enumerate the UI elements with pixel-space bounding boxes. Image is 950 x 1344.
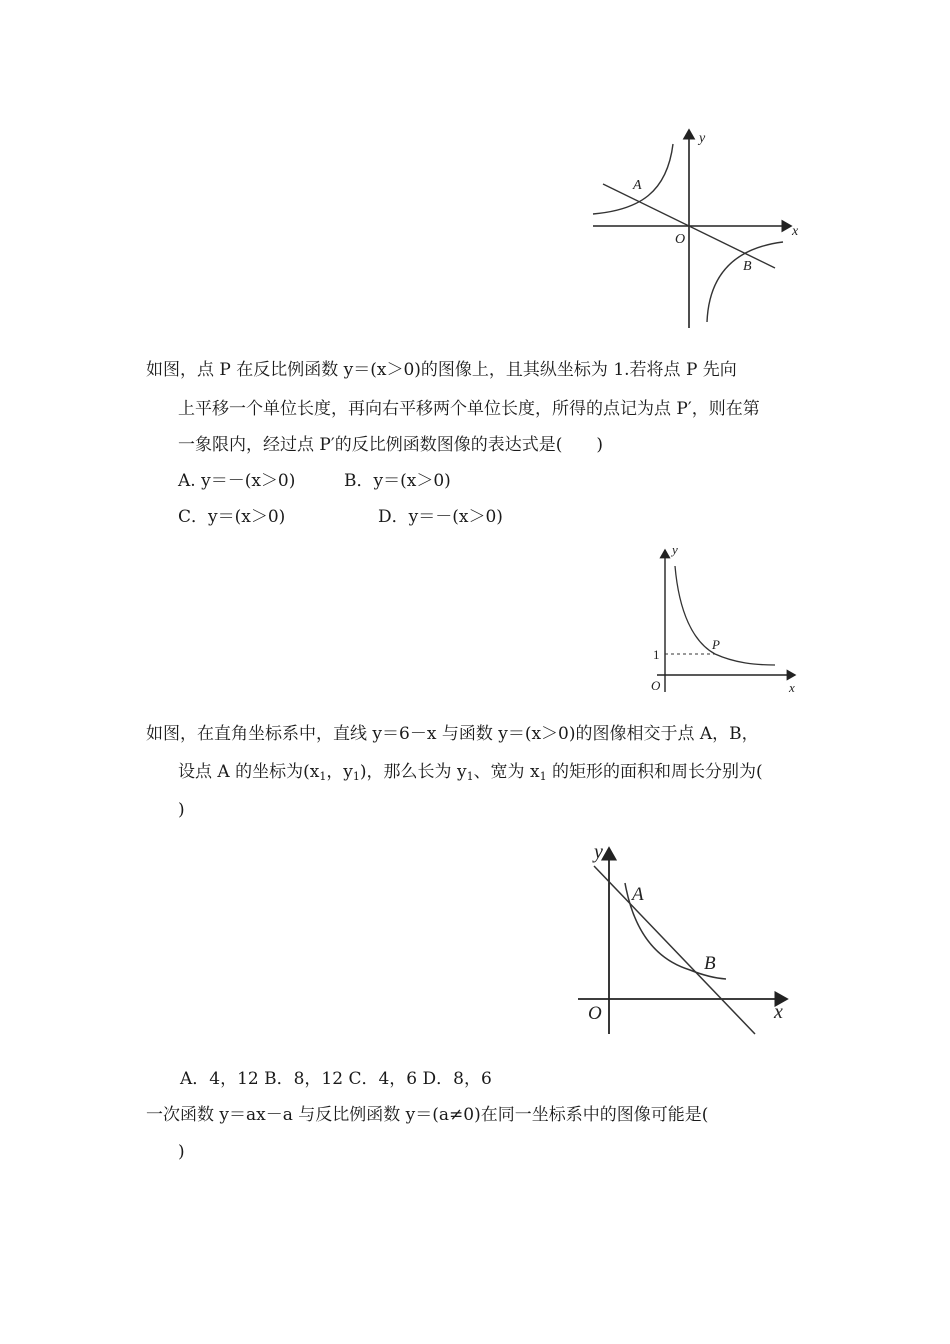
q12-line2-pre: 设点 A 的坐标为(x xyxy=(178,762,320,782)
q13-line-2: ) xyxy=(178,1142,185,1162)
point-b-label: B xyxy=(704,953,716,974)
q12-line-2 xyxy=(178,760,763,789)
line-y-6-minus-x xyxy=(594,866,755,1034)
tick-one-label: 1 xyxy=(653,647,660,662)
figure-q11-hyperbola xyxy=(645,542,805,697)
y-label: y xyxy=(594,841,603,863)
q12-line2-mid3: 、宽为 x xyxy=(473,762,540,782)
q11-line-3: 一象限内，经过点 P′的反比例函数图像的表达式是( ) xyxy=(178,435,603,455)
q11-option-b: B．y＝(x＞0) xyxy=(344,471,451,491)
x-label: x xyxy=(789,680,795,695)
point-a-label: A xyxy=(633,178,642,193)
y-label: y xyxy=(699,131,706,146)
q11-option-d: D．y＝－(x＞0) xyxy=(378,507,503,527)
q11-line-1 xyxy=(146,358,737,382)
q12-line2-mid2: )，那么长为 y xyxy=(359,762,467,782)
q12-line2-post: 的矩形的面积和周长分别为( xyxy=(546,762,763,782)
origin-label: O xyxy=(651,678,661,693)
q12-line-3: ) xyxy=(178,800,185,820)
q12-sub-y1: 1 xyxy=(352,770,360,783)
point-a-label: A xyxy=(632,884,644,905)
figure-q12-line-hyperbola xyxy=(572,838,797,1038)
q12-line-1: 如图，在直角坐标系中，直线 y＝6－x 与函数 y＝(x＞0)的图像相交于点 A，B， xyxy=(146,724,759,744)
point-p-label: P xyxy=(712,637,720,652)
x-label: x xyxy=(792,224,799,239)
q12-line2-mid1: ，y xyxy=(326,762,353,782)
figure-hyperbola-line xyxy=(585,122,810,334)
y-label: y xyxy=(672,542,678,557)
q11-line-2: 上平移一个单位长度，再向右平移两个单位长度，所得的点记为点 P′，则在第 xyxy=(178,399,760,419)
q12-sub-x1: 1 xyxy=(319,770,327,783)
q12-options: A．4，12 B．8，12 C．4，6 D．8，6 xyxy=(180,1069,492,1089)
q12-sub-y1-b: 1 xyxy=(466,770,474,783)
q12-sub-x1-b: 1 xyxy=(539,770,547,783)
point-b-label: B xyxy=(743,259,752,274)
hyperbola-curve xyxy=(675,566,775,665)
q13-line-1: 一次函数 y＝ax－a 与反比例函数 y＝(a≠0)在同一坐标系中的图像可能是( xyxy=(146,1105,709,1125)
x-label: x xyxy=(774,1001,783,1023)
origin-label: O xyxy=(588,1003,602,1024)
q11-line1-text: 如图，点 P 在反比例函数 y＝(x＞0)的图像上，且其纵坐标为 1.若将点 P 先向 xyxy=(146,360,737,380)
origin-label: O xyxy=(675,232,686,247)
q11-option-c: C．y＝(x＞0) xyxy=(178,507,286,527)
q11-option-a: A. y＝－(x＞0) xyxy=(178,471,296,491)
